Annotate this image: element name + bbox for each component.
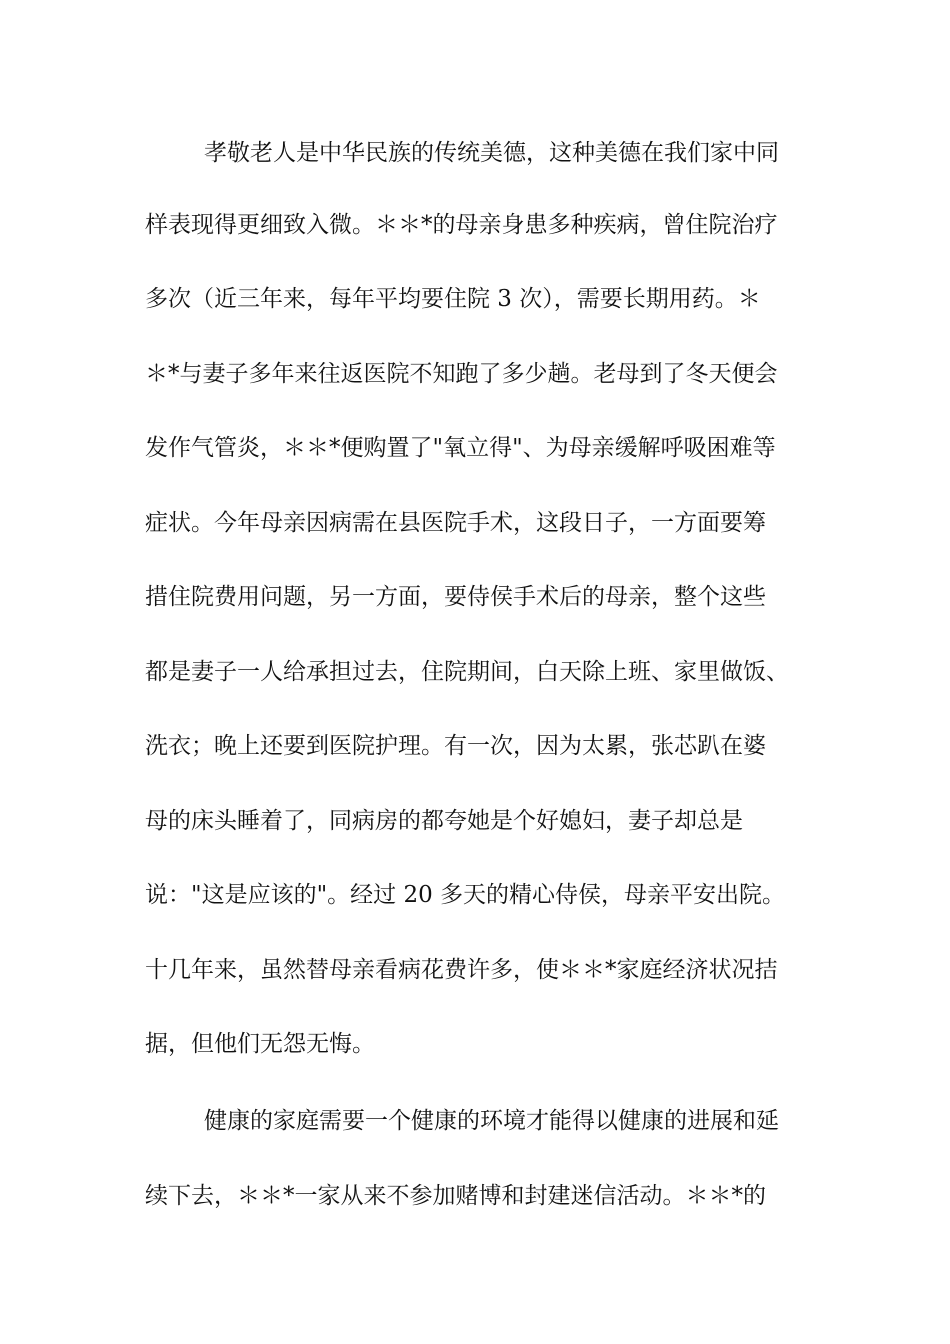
paragraph-2-line-1: 健康的家庭需要一个健康的环境才能得以健康的进展和延 — [204, 1108, 779, 1134]
paragraph-1-line-8: 都是妻子一人给承担过去，住院期间，白天除上班、家里做饭、 — [145, 659, 789, 685]
paragraph-2-line-2: 续下去，＊＊*一家从来不参加赌博和封建迷信活动。＊＊*的 — [145, 1183, 766, 1209]
paragraph-1-line-5: 发作气管炎，＊＊*便购置了"氧立得"、为母亲缓解呼吸困难等 — [145, 435, 776, 461]
paragraph-1-line-6: 症状。今年母亲因病需在县医院手术，这段日子，一方面要筹 — [145, 510, 766, 536]
paragraph-1-line-11: 说："这是应该的"。经过 20 多天的精心侍侯，母亲平安出院。 — [145, 882, 786, 908]
paragraph-1-line-12: 十几年来，虽然替母亲看病花费许多，使＊＊*家庭经济状况拮 — [145, 957, 778, 983]
paragraph-1-line-4: ＊*与妻子多年来往返医院不知跑了多少趟。老母到了冬天便会 — [145, 361, 778, 387]
paragraph-1-line-7: 措住院费用问题，另一方面，要侍侯手术后的母亲，整个这些 — [145, 584, 766, 610]
paragraph-1-line-2: 样表现得更细致入微。＊＊*的母亲身患多种疾病，曾住院治疗 — [145, 212, 778, 238]
paragraph-1-line-1: 孝敬老人是中华民族的传统美德，这种美德在我们家中同 — [204, 140, 779, 166]
paragraph-1-line-13: 据，但他们无怨无悔。 — [145, 1031, 375, 1057]
paragraph-1-line-9: 洗衣；晚上还要到医院护理。有一次，因为太累，张芯趴在婆 — [145, 733, 766, 759]
paragraph-1-line-3: 多次（近三年来，每年平均要住院 3 次），需要长期用药。＊ — [145, 286, 761, 312]
paragraph-1-line-10: 母的床头睡着了，同病房的都夸她是个好媳妇，妻子却总是 — [145, 808, 743, 834]
